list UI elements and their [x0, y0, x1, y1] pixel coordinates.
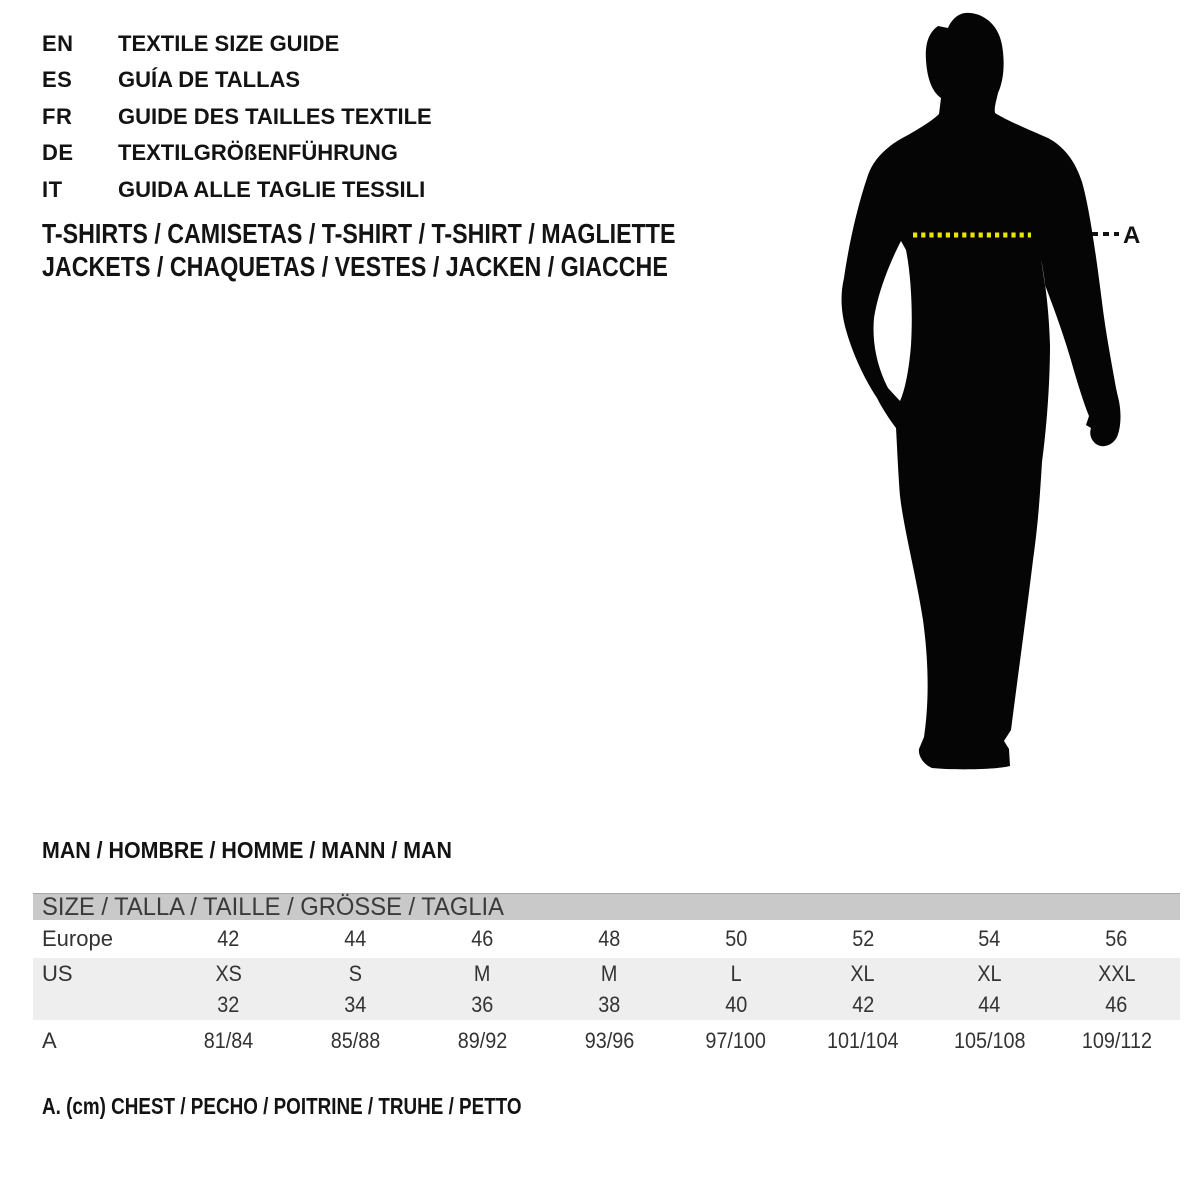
table-row-us-numeric [33, 989, 1180, 1020]
language-code: EN [42, 31, 74, 56]
measurement-legend: A. (cm) CHEST / PECHO / POITRINE / TRUHE / PETTO [42, 1093, 522, 1119]
size-cell: 105/108 [953, 1027, 1026, 1053]
man-figure [820, 0, 1200, 800]
marker-label: A [1123, 222, 1141, 249]
size-cell: 36 [471, 991, 494, 1017]
language-title-block [0, 26, 760, 208]
language-row [0, 172, 760, 208]
row-label: Europe [42, 926, 113, 951]
size-cell: 48 [598, 926, 621, 951]
language-code: FR [42, 103, 73, 129]
language-title: GUIDE DES TAILLES TEXTILE [118, 103, 432, 129]
size-cell: 81/84 [203, 1027, 254, 1053]
size-cell: M [600, 960, 618, 986]
language-title: TEXTILGRÖßENFÜHRUNG [118, 140, 398, 166]
section-title-man: MAN / HOMBRE / HOMME / MANN / MAN [42, 837, 452, 863]
size-cell: 40 [724, 991, 747, 1017]
size-table-header-label: SIZE / TALLA / TAILLE / GRÖSSE / TAGLIA [42, 892, 504, 921]
size-cell: XXL [1097, 960, 1136, 986]
size-cell: 56 [1105, 926, 1128, 951]
language-row [0, 135, 760, 171]
man-silhouette [820, 0, 1200, 800]
size-cell: 97/100 [705, 1027, 767, 1053]
man-silhouette-path [842, 13, 1121, 769]
product-category-lines [42, 217, 805, 283]
language-row [0, 99, 760, 135]
size-cell: 85/88 [330, 1027, 381, 1053]
size-cell: 50 [724, 926, 747, 951]
product-line-tshirts: T-SHIRTS / CAMISETAS / T-SHIRT / T-SHIRT / MAGLIETTE [42, 218, 676, 249]
row-label: US [42, 960, 73, 986]
size-cell: L [730, 960, 742, 986]
language-row [0, 62, 760, 98]
language-code: DE [42, 140, 74, 166]
table-row-europe [33, 920, 1180, 958]
language-title: TEXTILE SIZE GUIDE [118, 31, 340, 56]
size-cell: S [348, 960, 362, 986]
size-cell: 52 [851, 926, 874, 951]
size-cell: 89/92 [457, 1027, 507, 1053]
row-label: A [42, 1027, 57, 1053]
size-cell: 42 [851, 991, 874, 1017]
size-cell: 32 [217, 991, 240, 1017]
language-title: GUIDA ALLE TAGLIE TESSILI [118, 176, 426, 202]
language-row [0, 26, 760, 62]
size-cell: XS [215, 960, 242, 986]
size-cell: 101/104 [827, 1027, 899, 1053]
product-line-jackets: JACKETS / CHAQUETAS / VESTES / JACKEN / GIACCHE [42, 251, 668, 282]
size-cell: XL [850, 960, 875, 986]
size-cell: 54 [978, 926, 1001, 951]
size-cell: M [473, 960, 491, 986]
size-cell: 34 [344, 991, 367, 1017]
language-title: GUÍA DE TALLAS [118, 67, 301, 93]
table-row-chest-a [33, 1020, 1180, 1061]
table-row-us [33, 958, 1180, 989]
size-cell: 93/96 [584, 1027, 634, 1053]
language-code: ES [42, 67, 73, 93]
size-cell: 42 [217, 926, 240, 951]
size-cell: 109/112 [1081, 1027, 1152, 1053]
size-cell: 44 [344, 926, 367, 951]
language-code: IT [42, 176, 63, 202]
size-cell: 38 [598, 991, 621, 1017]
size-cell: 46 [471, 926, 494, 951]
size-table [33, 893, 1180, 1061]
size-cell: 46 [1105, 991, 1128, 1017]
size-cell: XL [977, 960, 1002, 986]
size-table-header-bar [33, 893, 1180, 920]
size-cell: 44 [978, 991, 1001, 1017]
